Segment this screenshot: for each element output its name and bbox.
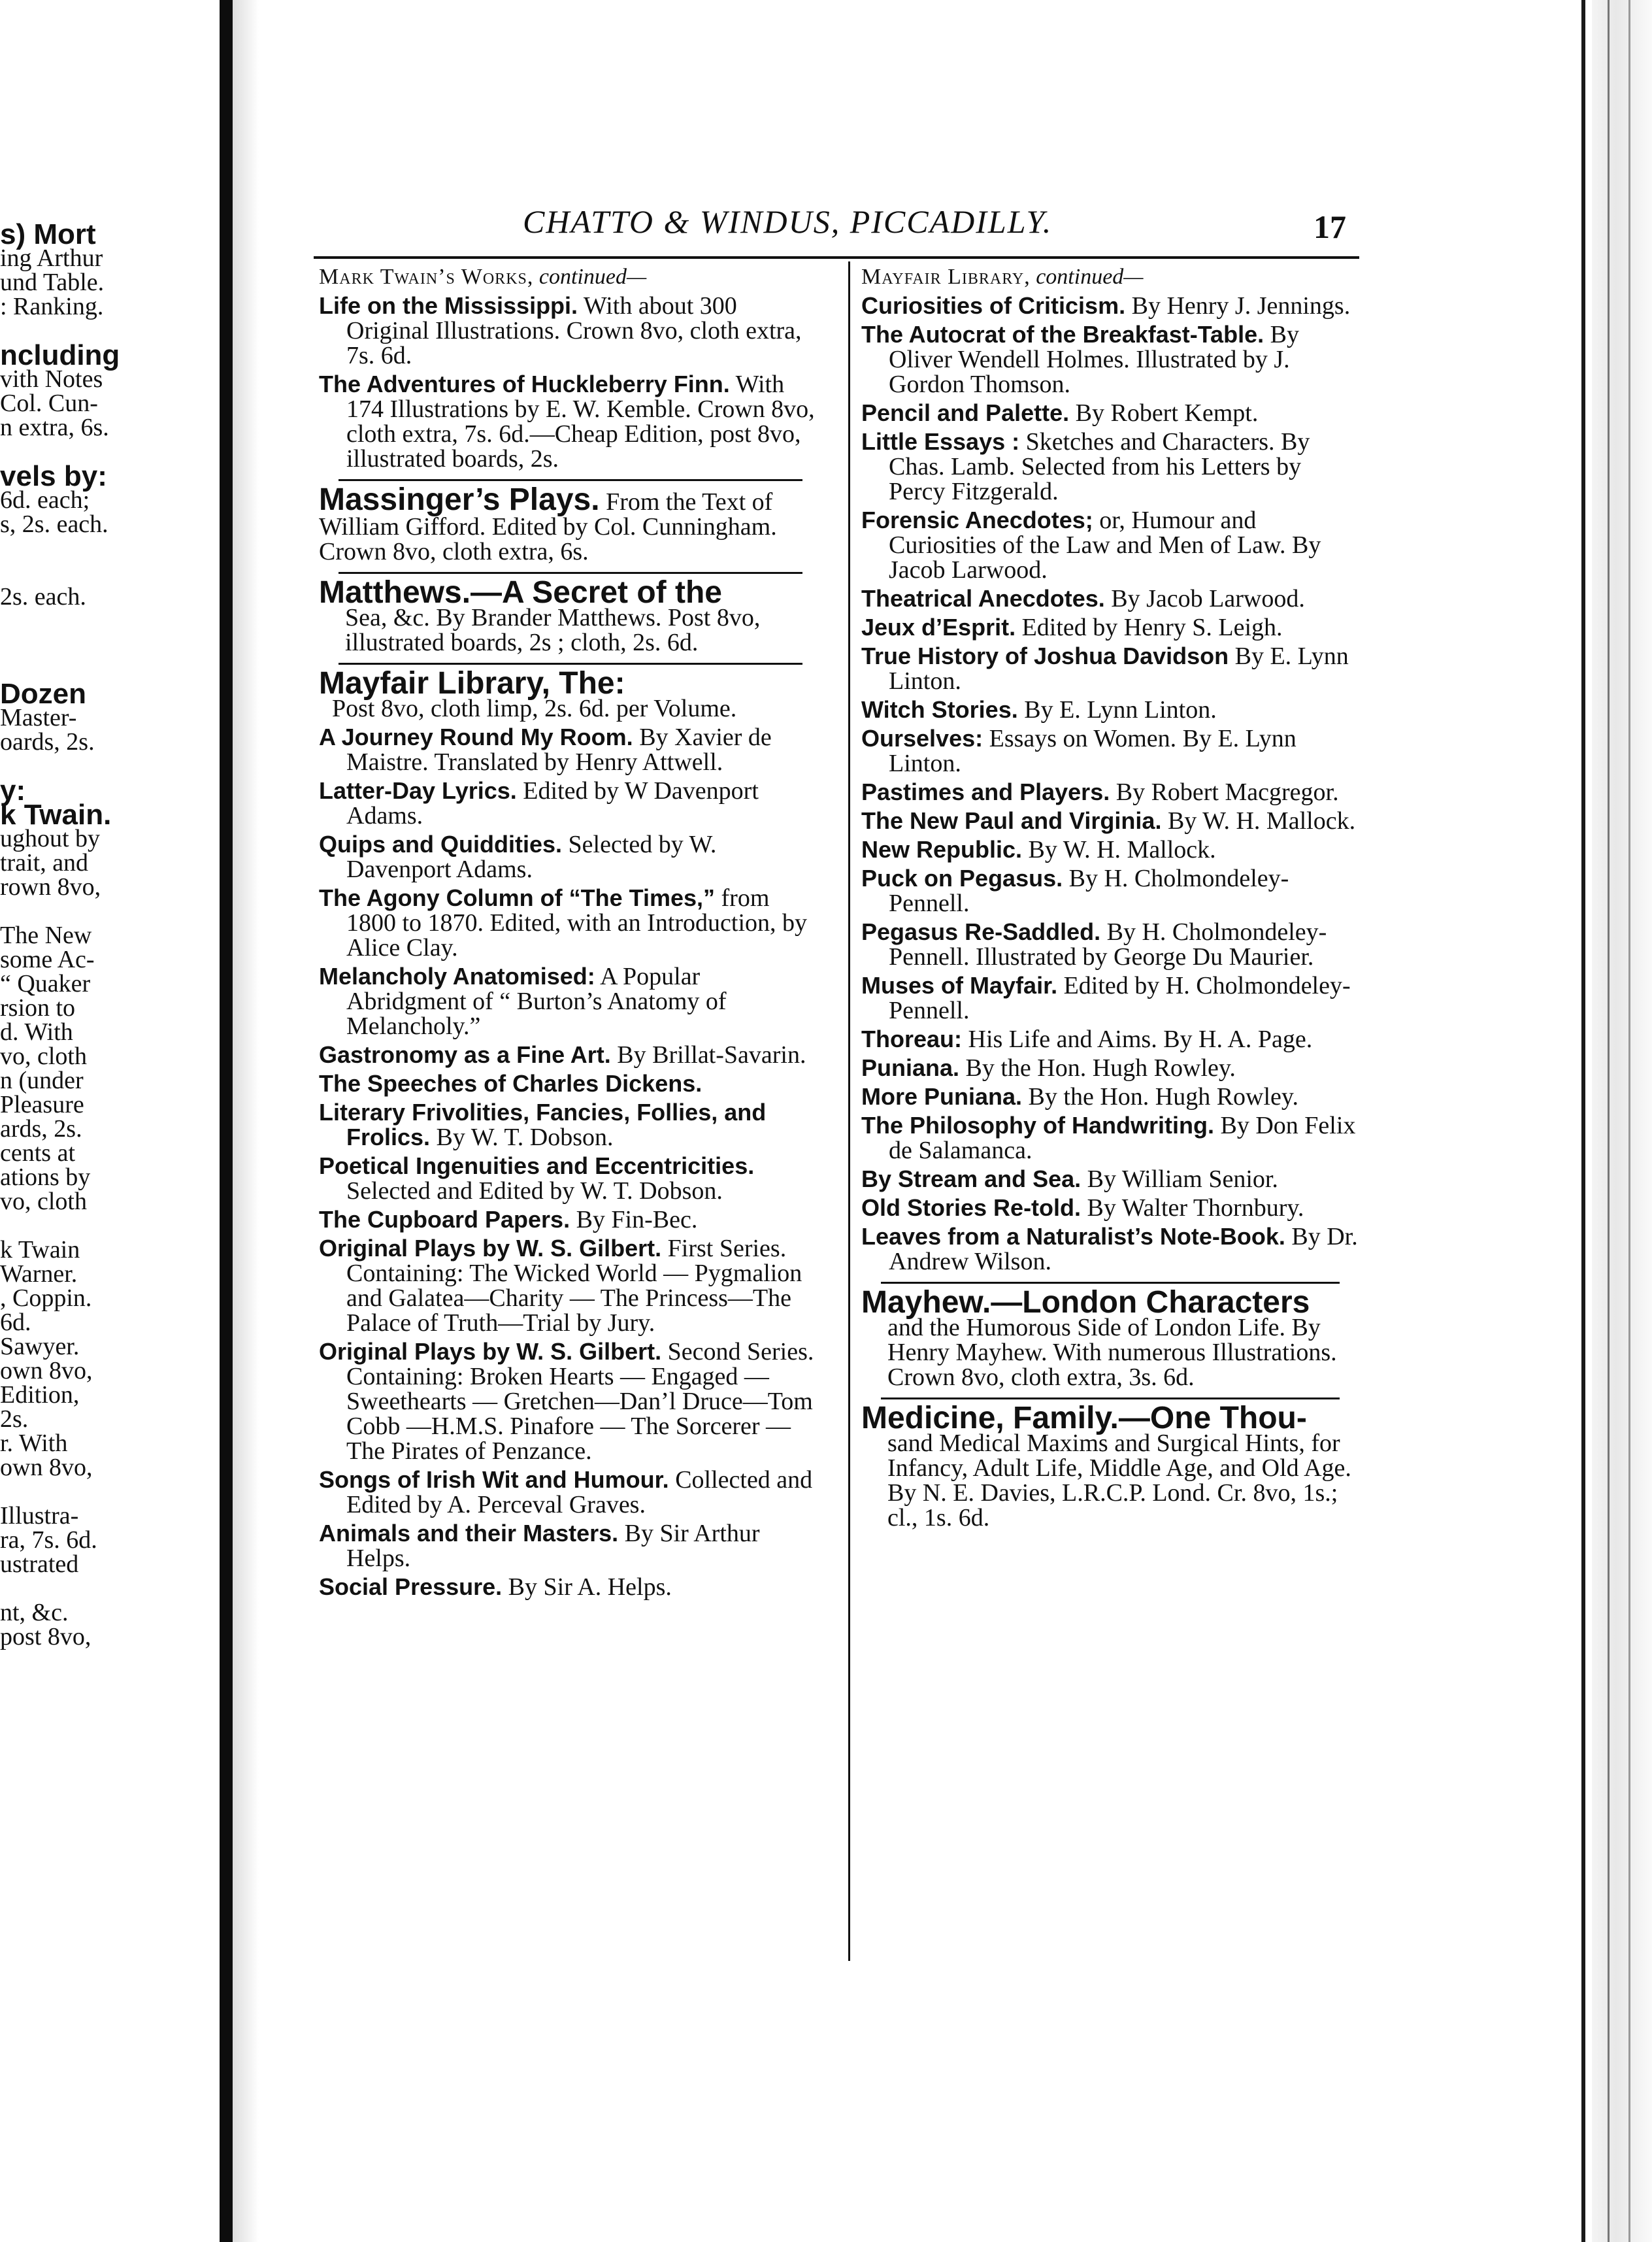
- item-title: Poetical Ingenuities and Eccentricities.: [319, 1152, 755, 1179]
- item-title: Muses of Mayfair.: [861, 972, 1058, 999]
- list-item: [861, 1196, 1359, 1220]
- list-item: [861, 644, 1359, 694]
- fragment-line: rown 8vo,: [0, 873, 101, 901]
- fragment-line: own 8vo,: [0, 1357, 93, 1384]
- item-title: More Puniana.: [861, 1083, 1023, 1110]
- item-title: Latter-Day Lyrics.: [319, 777, 517, 804]
- fragment-line: [0, 1214, 124, 1238]
- list-item: [861, 780, 1359, 805]
- item-title: Thoreau:: [861, 1026, 963, 1052]
- fragment-line: [0, 561, 124, 585]
- item-text: By Dr. Andrew Wilson.: [889, 1223, 1358, 1275]
- item-text: Edited by W Davenport Adams.: [346, 777, 759, 829]
- fragment-line: s) Mort: [0, 218, 96, 250]
- item-text: By W. T. Dobson.: [430, 1124, 614, 1151]
- fragment-line: cents at: [0, 1139, 76, 1167]
- fragment-line: Col. Cun-: [0, 390, 98, 417]
- list-item: [861, 322, 1359, 397]
- fragment-line: [0, 537, 124, 561]
- item-text: By William Senior.: [1081, 1165, 1278, 1193]
- item-title: Gastronomy as a Fine Art.: [319, 1041, 611, 1068]
- item-title: Puniana.: [861, 1054, 960, 1081]
- fragment-line: oards, 2s.: [0, 728, 95, 756]
- item-text: By E. Lynn Linton.: [1017, 696, 1217, 724]
- fragment-line: ations by: [0, 1163, 91, 1191]
- item-title: The New Paul and Virginia.: [861, 807, 1162, 834]
- fragment-line: Sawyer.: [0, 1333, 80, 1360]
- item-text: With about 300 Original Illustrations. Crown 8vo, cloth extra, 7s. 6d.: [346, 292, 802, 369]
- item-text: By Robert Kempt.: [1069, 399, 1259, 427]
- list-item: [861, 1224, 1359, 1274]
- section-rule: [881, 1397, 1340, 1399]
- fragment-line: , Coppin.: [0, 1284, 92, 1312]
- fragment-line: The New: [0, 922, 92, 949]
- list-item: [319, 1043, 822, 1067]
- fragment-line: some Ac-: [0, 946, 95, 973]
- fragment-line: vels by:: [0, 460, 107, 492]
- fragment-line: Warner.: [0, 1260, 78, 1288]
- item-text: By Brillat-Savarin.: [610, 1041, 806, 1069]
- item-text: By H. Cholmondeley-Pennell.: [889, 865, 1289, 917]
- list-item: [319, 1339, 822, 1464]
- fragment-line: [0, 609, 124, 633]
- book-spine: [220, 0, 233, 2242]
- item-text: First Series. Containing: The Wicked World — Pygmalion and Galatea—Charity — The Princess—The Palace of Truth—Trial by Jury.: [346, 1235, 802, 1337]
- item-text: By E. Lynn Linton.: [889, 643, 1349, 695]
- item-text: Edited by H. Cholmondeley-Pennell.: [889, 972, 1351, 1024]
- item-title: Witch Stories.: [861, 696, 1018, 723]
- item-text: By Robert Macgregor.: [1110, 778, 1339, 806]
- list-item: [861, 1027, 1359, 1052]
- list-item: [319, 1467, 822, 1517]
- right-column: [861, 265, 1359, 1534]
- item-title: Songs of Irish Wit and Humour.: [319, 1466, 669, 1493]
- item-title: Little Essays :: [861, 428, 1020, 455]
- item-title: New Republic.: [861, 836, 1023, 863]
- entry-text: Sea, &c. By Brander Matthews. Post 8vo, illustrated boards, 2s ; cloth, 2s. 6d.: [345, 604, 761, 656]
- entry-heading: Mayfair Library, The:: [319, 666, 625, 701]
- item-title: Social Pressure.: [319, 1573, 503, 1600]
- item-title: By Stream and Sea.: [861, 1165, 1082, 1192]
- fragment-line: ncluding: [0, 339, 120, 371]
- item-text: By Xavier de Maistre. Translated by Henry Attwell.: [346, 724, 772, 776]
- item-text: With 174 Illustrations by E. W. Kemble. Crown 8vo, cloth extra, 7s. 6d.—Cheap Edition, post 8vo, illustrated boards, 2s.: [346, 371, 815, 473]
- fragment-line: : Ranking.: [0, 293, 104, 320]
- fragment-line: [0, 1577, 124, 1601]
- item-title: The Philosophy of Handwriting.: [861, 1112, 1214, 1139]
- item-title: The Agony Column of “The Times,”: [319, 884, 716, 911]
- item-text: A Popular Abridgment of “ Burton’s Anatomy of Melancholy.”: [346, 963, 727, 1040]
- list-item: [319, 778, 822, 828]
- fragment-line: Edition,: [0, 1381, 80, 1409]
- entry-heading: Medicine, Family.—One Thou-: [861, 1401, 1307, 1435]
- list-item: [319, 1575, 822, 1599]
- item-text: By Jacob Larwood.: [1104, 585, 1305, 612]
- entry-text: sand Medical Maxims and Surgical Hints, for Infancy, Adult Life, Middle Age, and Old Age. By N. E. Davies, L.R.C.P. Lond. Cr. 8vo, 1s.; cl., 1s. 6d.: [887, 1430, 1351, 1531]
- list-item: [319, 886, 822, 960]
- mayfair-continued-item-list: [861, 293, 1359, 1274]
- fragment-line: [0, 899, 124, 924]
- list-item: [319, 832, 822, 882]
- list-item: [861, 586, 1359, 611]
- section-rule: [339, 663, 802, 665]
- list-item: [319, 1100, 822, 1150]
- list-item: [861, 508, 1359, 582]
- fragment-line: “ Quaker: [0, 970, 91, 997]
- list-item: [861, 837, 1359, 862]
- item-title: Theatrical Anecdotes.: [861, 585, 1105, 612]
- section-rule: [339, 479, 802, 481]
- fragment-line: r. With: [0, 1430, 68, 1457]
- item-title: Ourselves:: [861, 725, 983, 752]
- continued-label: continued—: [1036, 265, 1144, 289]
- mayhew-entry: [861, 1285, 1359, 1391]
- running-head: CHATTO & WINDUS, PICCADILLY.: [523, 203, 1053, 240]
- fragment-line: rsion to: [0, 994, 76, 1022]
- item-title: Quips and Quiddities.: [319, 831, 563, 858]
- item-text: By Oliver Wendell Holmes. Illustrated by J. Gordon Thomson.: [889, 321, 1299, 398]
- mayfair-continued-heading: [861, 265, 1359, 290]
- list-item: [861, 697, 1359, 722]
- fragment-line: 6d.: [0, 1309, 31, 1336]
- entry-heading: Massinger’s Plays.: [319, 482, 600, 517]
- fragment-line: n (under: [0, 1067, 84, 1094]
- fragment-line: ustrated: [0, 1550, 79, 1578]
- item-title: Original Plays by W. S. Gilbert.: [319, 1235, 662, 1262]
- item-text: By Henry J. Jennings.: [1125, 292, 1351, 320]
- fragment-line: post 8vo,: [0, 1623, 91, 1650]
- fragment-line: Dozen: [0, 678, 86, 710]
- item-title: True History of Joshua Davidson: [861, 643, 1229, 669]
- item-title: Jeux d’Esprit.: [861, 614, 1016, 641]
- section-rule: [881, 1282, 1340, 1284]
- list-item: [319, 293, 822, 368]
- twain-item-list: [319, 293, 822, 471]
- list-item: [861, 809, 1359, 833]
- column-divider: [848, 261, 850, 1961]
- page-edge: [1628, 0, 1630, 2242]
- gutter-shadow: [233, 0, 259, 2242]
- fragment-line: 2s. each.: [0, 583, 86, 611]
- list-item: [861, 726, 1359, 776]
- item-title: Puck on Pegasus.: [861, 865, 1063, 892]
- page-edge-stack: [1592, 0, 1652, 2242]
- item-text: By W. H. Mallock.: [1022, 836, 1216, 863]
- mayfair-item-list: [319, 725, 822, 1599]
- item-text: Essays on Women. By E. Lynn Linton.: [889, 725, 1297, 777]
- fragment-line: y:: [0, 775, 26, 807]
- list-item: [319, 372, 822, 471]
- heading-name: Mark Twain’s Works,: [319, 265, 534, 289]
- heading-name: Mayfair Library,: [861, 265, 1031, 289]
- item-text: Sketches and Characters. By Chas. Lamb. Selected from his Letters by Percy Fitzgerald.: [889, 428, 1310, 505]
- list-item: [861, 401, 1359, 426]
- fragment-line: [0, 633, 124, 658]
- matthews-entry: [319, 575, 822, 656]
- list-item: [319, 1521, 822, 1571]
- twain-continued-heading: [319, 265, 822, 290]
- page-edge: [1581, 0, 1585, 2242]
- fragment-line: 2s.: [0, 1405, 29, 1433]
- item-title: Leaves from a Naturalist’s Note-Book.: [861, 1223, 1285, 1250]
- item-text: By W. H. Mallock.: [1161, 807, 1356, 835]
- entry-text: and the Humorous Side of London Life. By Henry Mayhew. With numerous Illustrations. Crown 8vo, cloth extra, 3s. 6d.: [887, 1314, 1337, 1391]
- entry-heading: Mayhew.—London Characters: [861, 1285, 1310, 1320]
- fragment-line: und Table.: [0, 269, 105, 296]
- list-item: [861, 1084, 1359, 1109]
- item-title: Pencil and Palette.: [861, 399, 1070, 426]
- entry-subline: Post 8vo, cloth limp, 2s. 6d. per Volume.: [332, 695, 737, 722]
- fragment-line: k Twain.: [0, 799, 112, 831]
- item-title: Pegasus Re-Saddled.: [861, 918, 1101, 945]
- facing-page-fragment: [0, 218, 124, 1650]
- item-title: Original Plays by W. S. Gilbert.: [319, 1338, 662, 1365]
- fragment-line: trait, and: [0, 849, 89, 877]
- fragment-line: [0, 1480, 124, 1504]
- item-text: By Sir A. Helps.: [502, 1573, 672, 1601]
- item-text: from 1800 to 1870. Edited, with an Introduction, by Alice Clay.: [346, 884, 808, 962]
- entry-heading: Matthews.—A Secret of the: [319, 575, 722, 610]
- mayfair-heading-block: [319, 666, 822, 722]
- item-title: Old Stories Re-told.: [861, 1194, 1082, 1221]
- list-item: [319, 1236, 822, 1335]
- item-title: The Adventures of Huckleberry Finn.: [319, 371, 730, 397]
- fragment-line: nt, &c.: [0, 1599, 69, 1626]
- fragment-line: k Twain: [0, 1236, 80, 1263]
- item-title: Forensic Anecdotes;: [861, 507, 1093, 533]
- list-item: [319, 1154, 822, 1203]
- fragment-line: 6d. each;: [0, 486, 90, 514]
- item-text: By Don Felix de Salamanca.: [889, 1112, 1356, 1164]
- fragment-line: vo, cloth: [0, 1188, 87, 1215]
- list-item: [319, 1207, 822, 1232]
- item-title: The Autocrat of the Breakfast-Table.: [861, 321, 1264, 348]
- left-column: [319, 265, 822, 1603]
- fragment-line: Master-: [0, 704, 77, 731]
- list-item: [319, 1071, 822, 1096]
- item-title: Literary Frivolities, Fancies, Follies, and Frolics.: [319, 1099, 767, 1150]
- item-text: Selected and Edited by W. T. Dobson.: [346, 1177, 723, 1205]
- list-item: [861, 429, 1359, 504]
- fragment-line: ing Arthur: [0, 244, 103, 272]
- item-text: Edited by Henry S. Leigh.: [1016, 614, 1283, 641]
- list-item: [319, 964, 822, 1039]
- list-item: [861, 615, 1359, 640]
- list-item: [861, 920, 1359, 969]
- page-edge: [1608, 0, 1610, 2242]
- item-title: Pastimes and Players.: [861, 778, 1110, 805]
- section-rule: [339, 572, 802, 574]
- list-item: [861, 293, 1359, 318]
- item-text: By H. Cholmondeley-Pennell. Illustrated by George Du Maurier.: [889, 918, 1327, 971]
- item-text: By Fin-Bec.: [570, 1206, 698, 1233]
- item-title: A Journey Round My Room.: [319, 724, 633, 750]
- item-title: Animals and their Masters.: [319, 1520, 619, 1547]
- item-text: Collected and Edited by A. Perceval Graves.: [346, 1466, 813, 1518]
- entry-text: From the Text of William Gifford. Edited by Col. Cunningham. Crown 8vo, cloth extra, 6s.: [319, 488, 777, 565]
- item-title: Life on the Mississippi.: [319, 292, 578, 319]
- item-text: Selected by W. Davenport Adams.: [346, 831, 717, 883]
- massinger-entry: [319, 482, 822, 565]
- list-item: [861, 1056, 1359, 1080]
- fragment-line: Pleasure: [0, 1091, 84, 1118]
- fragment-line: Illustra-: [0, 1502, 79, 1530]
- list-item: [319, 725, 822, 775]
- page-number: 17: [1313, 209, 1346, 245]
- item-text: By the Hon. Hugh Rowley.: [1022, 1083, 1298, 1111]
- item-text: or, Humour and Curiosities of the Law and Men of Law. By Jacob Larwood.: [889, 507, 1321, 584]
- fragment-line: ra, 7s. 6d.: [0, 1526, 97, 1554]
- medicine-entry: [861, 1401, 1359, 1531]
- list-item: [861, 1113, 1359, 1163]
- list-item: [861, 973, 1359, 1023]
- fragment-line: s, 2s. each.: [0, 510, 108, 538]
- fragment-line: ughout by: [0, 825, 101, 852]
- item-title: The Cupboard Papers.: [319, 1206, 570, 1233]
- fragment-line: vo, cloth: [0, 1043, 87, 1070]
- item-text: By Walter Thornbury.: [1081, 1194, 1304, 1222]
- item-text: By Sir Arthur Helps.: [346, 1520, 760, 1572]
- continued-label: continued—: [538, 265, 647, 289]
- fragment-line: ards, 2s.: [0, 1115, 82, 1143]
- list-item: [861, 866, 1359, 916]
- item-title: The Speeches of Charles Dickens.: [319, 1070, 702, 1097]
- fragment-line: d. With: [0, 1018, 73, 1046]
- fragment-line: vith Notes: [0, 365, 103, 393]
- item-text: By the Hon. Hugh Rowley.: [959, 1054, 1236, 1082]
- item-title: Melancholy Anatomised:: [319, 963, 595, 990]
- header-rule: [314, 256, 1359, 259]
- item-text: Second Series. Containing: Broken Hearts — Engaged — Sweethearts — Gretchen—Dan’l Druce—Tom Cobb —H.M.S. Pinafore — The Sorcerer —The Pirates of Penzance.: [346, 1338, 814, 1465]
- list-item: [861, 1167, 1359, 1192]
- fragment-line: n extra, 6s.: [0, 414, 109, 441]
- fragment-line: own 8vo,: [0, 1454, 93, 1481]
- item-text: His Life and Aims. By H. A. Page.: [962, 1026, 1313, 1053]
- item-title: Curiosities of Criticism.: [861, 292, 1126, 319]
